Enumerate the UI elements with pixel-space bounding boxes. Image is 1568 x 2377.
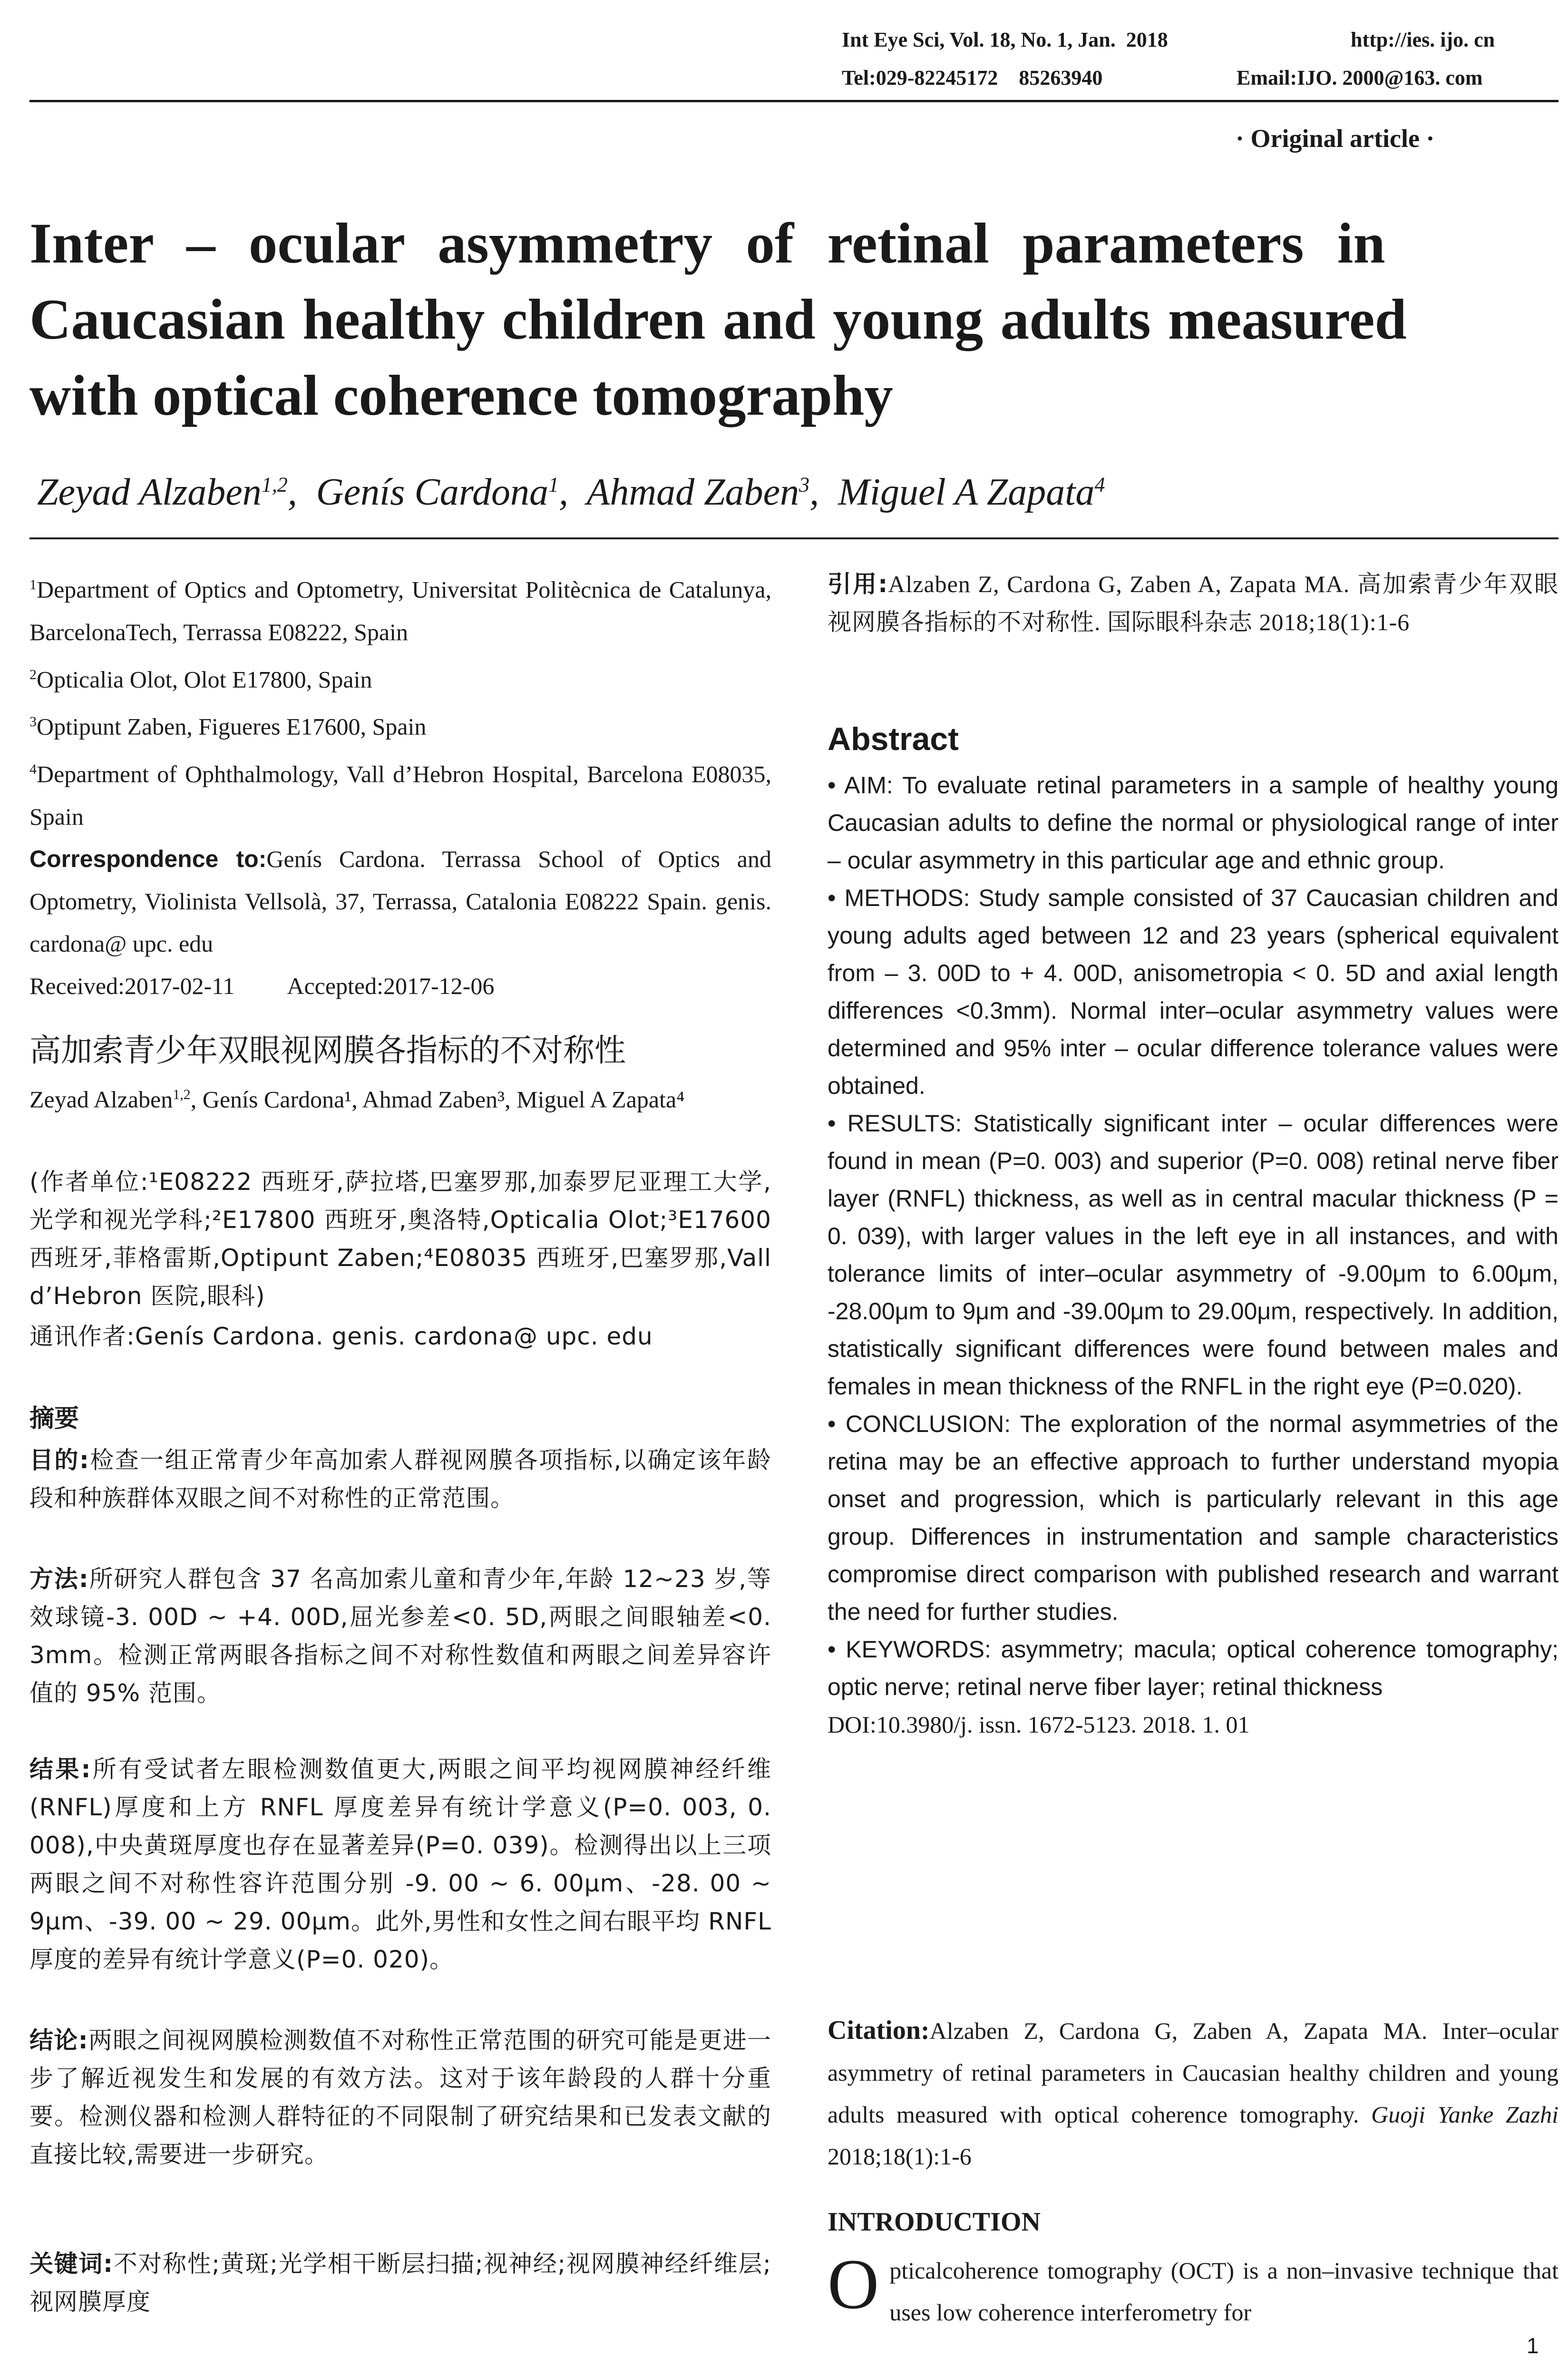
journal-email: Email:IJO. 2000@163. com: [1237, 66, 1483, 89]
author-list: Zeyad Alzaben$^{1,2}$, Genís Cardona$^1$, Ahmad Zaben$^3$, Miguel A Zapata$^4$: [37, 471, 1105, 513]
abstract-body: [828, 767, 1558, 1744]
introduction-heading: INTRODUCTION: [828, 2207, 1041, 2237]
chinese-conclusion: 结论:两眼之间视网膜检测数值不对称性正常范围的研究可能是更进一步了解近视发生和发展的有效方法。这对于该年龄段的人群十分重要。检测仪器和检测人群特征的不同限制了研究结果和已发表文献的直接比较,需要进一步研究。: [29, 2026, 772, 2168]
header-rule: [29, 100, 1558, 102]
author-name: Miguel A Zapata: [838, 471, 1095, 513]
chinese-citation: 引用:Alzaben Z, Cardona G, Zaben A, Zapata MA. 高加索青少年双眼视网膜各指标的不对称性. 国际眼科杂志 2018;18(1):1-6: [828, 570, 1558, 635]
title-line-1: Inter – ocular asymmetry of retinal parameters in: [29, 212, 1385, 275]
dates: [29, 965, 771, 1007]
english-citation: Citation:Alzaben Z, Cardona G, Zaben A, Zapata MA. Inter–ocular asymmetry of retinal parameters in Caucasian healthy children and young adults measured with optical coherence tomography. Guoji Yanke Zazhi 2018;18(1):1-6: [828, 2016, 1558, 2170]
correspondence: Correspondence to:Genís Cardona. Terrassa School of Optics and Optometry, Violinista Vellsolà, 37, Terrassa, Catalonia E08222 Spain. genis. cardona@ upc. edu: [29, 845, 771, 957]
title-line-3: with optical coherence tomography: [29, 364, 893, 428]
abstract-heading: Abstract: [828, 721, 959, 757]
chinese-results: 结果:所有受试者左眼检测数值更大,两眼之间平均视网膜神经纤维(RNFL)厚度和上方 RNFL 厚度差异有统计学意义(P=0. 003, 0. 008),中央黄斑厚度也存在显著差异(P=0. 039)。检测得出以上三项两眼之间不对称性容许范围分别 -9. 00 ~ 6. 00μm、-28. 00 ~ 9μm、-39. 00 ~ 29. 00μm。此外,男性和女性之间右眼平均 RNFL 厚度的差异有统计学意义(P=0. 020)。: [29, 1755, 771, 1973]
abstract-results: • RESULTS: Statistically significant inter – ocular differences were found in mean (P=0. 003) and superior (P=0. 008) retinal nerve fiber layer (RNFL) thickness, as well as in central macular thickness (P = 0. 039), with larger values in the left eye in all instances, and with tolerance limits of inter–ocular asymmetry of -9.00μm to 6.00μm, -28.00μm to 9μm and -39.00μm to 29.00μm, respectively. In addition, statistically significant differences were found between males and females in mean thickness of the RNFL in the right eye (P=0.020).: [828, 1110, 1558, 1400]
article-type: · Original article ·: [1236, 124, 1435, 153]
chinese-methods: 方法:所研究人群包含 37 名高加索儿童和青少年,年龄 12~23 岁,等效球镜-3. 00D ~ +4. 00D,屈光参差<0. 5D,两眼之间眼轴差<0. 3mm。检测正常两眼各指标之间不对称性数值和两眼之间差异容许值的 95% 范围。: [29, 1565, 772, 1707]
title-line-2: Caucasian healthy children and young adults measured: [29, 288, 1407, 351]
journal-url: http://ies. ijo. cn: [1351, 28, 1495, 51]
affiliation-4: $^4$Department of Ophthalmology, Vall d’Hebron Hospital, Barcelona E08035, Spain: [29, 760, 771, 830]
chinese-abstract-head: 摘要: [29, 1404, 79, 1433]
journal-tel: Tel:029-82245172 85263940: [842, 66, 1103, 89]
chinese-aim: 目的:检查一组正常青少年高加索人群视网膜各项指标,以确定该年龄段和种族群体双眼之间不对称性的正常范围。: [29, 1446, 771, 1512]
chinese-authors: Zeyad Alzaben$^{1,2}$, Genís Cardona¹, Ahmad Zaben³, Miguel A Zapata⁴: [29, 1086, 685, 1113]
abstract-aim: • AIM: To evaluate retinal parameters in a sample of healthy young Caucasian adults to define the normal or physiological range of inter – ocular asymmetry in this particular age and ethnic group.: [828, 772, 1559, 874]
abstract-methods: • METHODS: Study sample consisted of 37 Caucasian children and young adults aged between 12 and 23 years (spherical equivalent from – 3. 00D to + 4. 00D, anisometropia < 0. 5D and axial length differences <0.3mm). Normal inter–ocular asymmetry values were determined and 95% inter – ocular difference tolerance values were obtained.: [828, 885, 1558, 1099]
author-sup: 1: [548, 473, 559, 497]
chinese-title: 高加索青少年双眼视网膜各指标的不对称性: [29, 1032, 626, 1069]
abstract-keywords: • KEYWORDS: asymmetry; macula; optical coherence tomography; optic nerve; retinal nerve fiber layer; retinal thickness: [828, 1636, 1558, 1700]
journal-info: Int Eye Sci, Vol. 18, No. 1, Jan. 2018: [842, 28, 1168, 51]
author-name: Ahmad Zaben: [586, 471, 799, 513]
doi: DOI:10.3980/j. issn. 1672-5123. 2018. 1. 01: [828, 1711, 1250, 1738]
author-sup: 3: [799, 473, 810, 497]
chinese-keywords: 关键词:不对称性;黄斑;光学相干断层扫描;视神经;视网膜神经纤维层;视网膜厚度: [29, 2250, 771, 2316]
drop-cap: O: [828, 2245, 879, 2324]
author-sup: 4: [1094, 473, 1105, 497]
chinese-units: (作者单位:¹E08222 西班牙,萨拉塔,巴塞罗那,加泰罗尼亚理工大学,光学和视光学科;²E17800 西班牙,奥洛特,Opticalia Olot;³E17600 西班牙,菲格雷斯,Optipunt Zaben;⁴E08035 西班牙,巴塞罗那,Vall d’Hebron 医院,眼科): [29, 1168, 771, 1310]
section-rule: [29, 537, 1558, 539]
abstract-conclusion: • CONCLUSION: The exploration of the normal asymmetries of the retina may be an effective approach to further understand myopia onset and progression, which is particularly relevant in this age group. Differences in instrumentation and sample characteristics compromise direct comparison with published research and warrant the need for further studies.: [828, 1411, 1558, 1625]
chinese-correspondence: 通讯作者:Genís Cardona. genis. cardona@ upc. edu: [29, 1323, 653, 1350]
affiliation-1: $^1$Department of Optics and Optometry, Universitat Politècnica de Catalunya, BarcelonaTech, Terrassa E08222, Spain: [29, 576, 771, 645]
affiliation-2: $^2$Opticalia Olot, Olot E17800, Spain: [29, 666, 372, 693]
affiliation-3: $^3$Optipunt Zaben, Figueres E17600, Spain: [29, 713, 427, 740]
author-sup: 1,2: [261, 473, 288, 497]
affiliations: [29, 564, 771, 1007]
author-name: Genís Cardona: [316, 471, 548, 513]
page-number: 1: [1527, 2333, 1539, 2358]
author-name: Zeyad Alzaben: [37, 471, 262, 513]
accepted-date: Accepted:2017-12-06: [287, 972, 495, 999]
article-title: [29, 205, 1558, 434]
introduction-text: Opticalcoherence tomography (OCT) is a non–invasive technique that uses low coherence interferometry for: [828, 2245, 1558, 2326]
received-date: Received:2017-02-11: [29, 972, 235, 999]
